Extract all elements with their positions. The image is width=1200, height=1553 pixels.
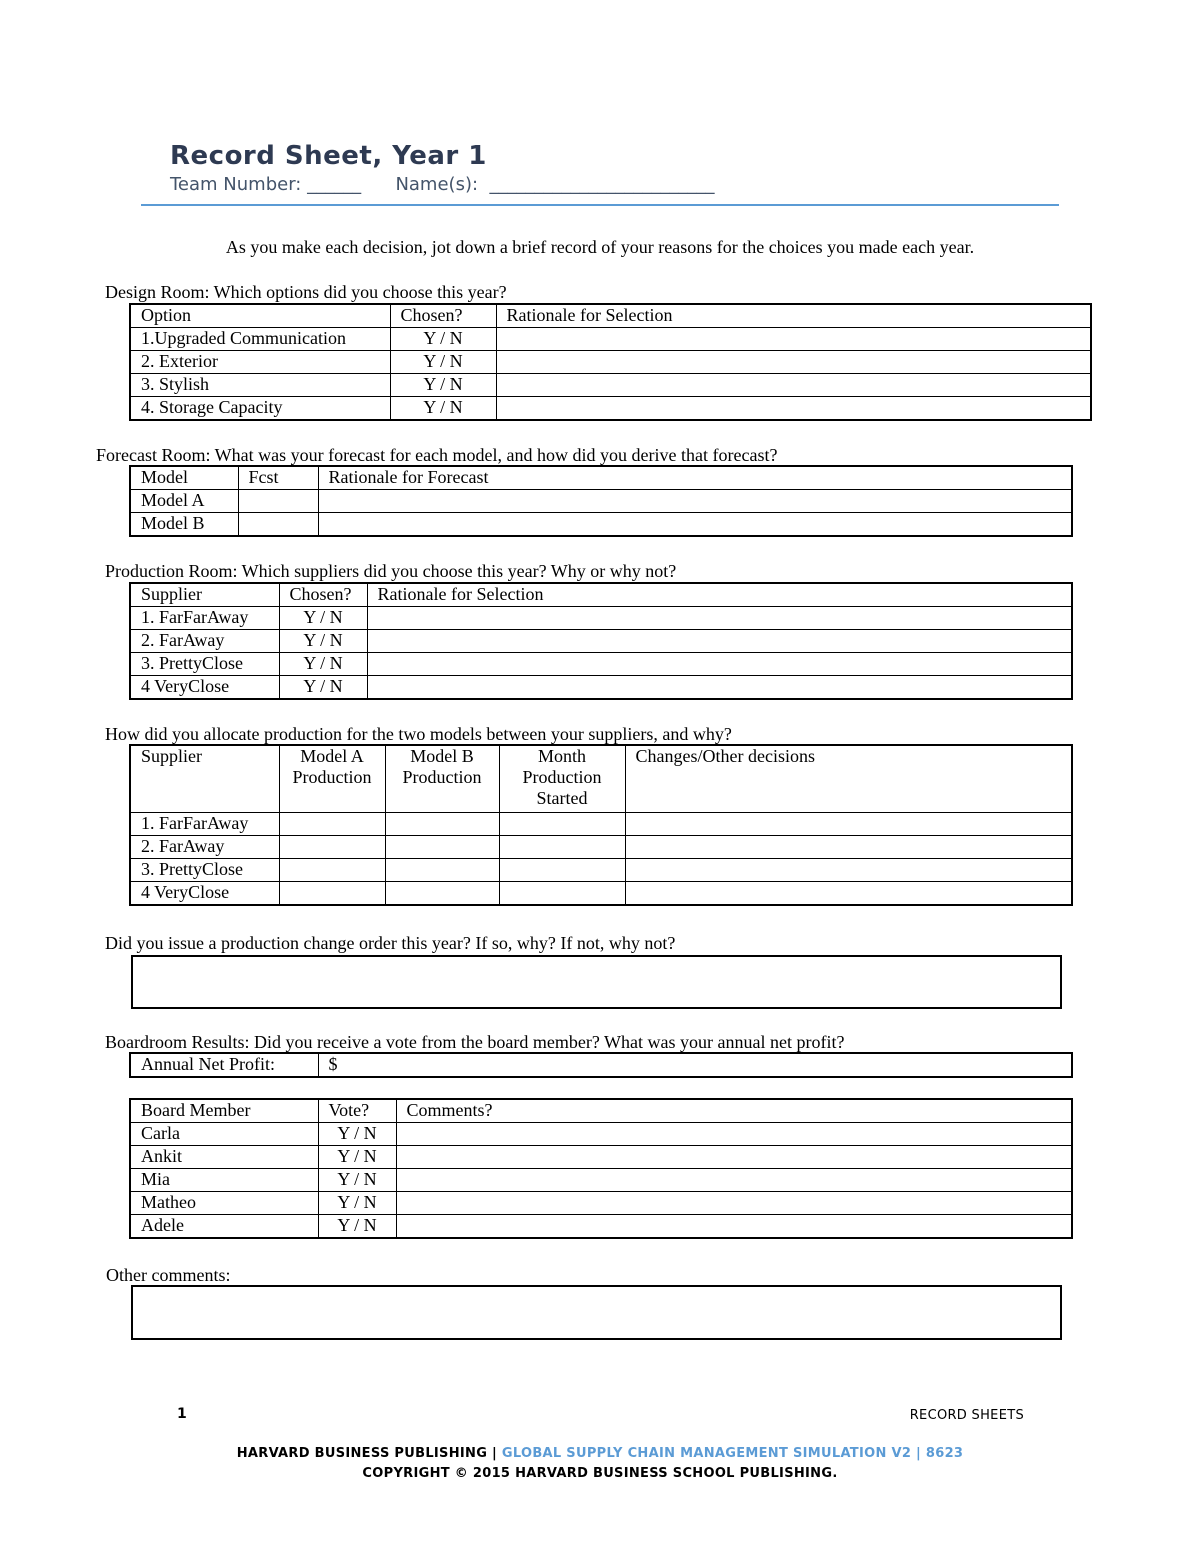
forecast-cell[interactable]	[318, 490, 1072, 513]
boardroom-cell[interactable]	[396, 1123, 1072, 1146]
allocation-header-row	[130, 745, 1072, 813]
production-row	[130, 653, 1072, 676]
design-row	[130, 374, 1091, 397]
section-label: RECORD SHEETS	[909, 1408, 1024, 1423]
design-cell[interactable]: Y / N	[390, 351, 496, 374]
allocation-header-cell: Model B Production	[385, 745, 499, 813]
design-row	[130, 351, 1091, 374]
team-number-blank[interactable]: ______	[307, 174, 362, 195]
allocation-cell: 3. PrettyClose	[130, 859, 279, 882]
production-header-cell: Chosen?	[279, 583, 367, 607]
design-cell[interactable]: Y / N	[390, 328, 496, 351]
other-comments-box[interactable]	[131, 1285, 1062, 1340]
team-number-label: Team Number:	[170, 174, 302, 195]
boardroom-cell: Matheo	[130, 1192, 318, 1215]
boardroom-cell[interactable]: Y / N	[318, 1146, 396, 1169]
forecast-row	[130, 513, 1072, 537]
allocation-row	[130, 882, 1072, 906]
allocation-cell: 4 VeryClose	[130, 882, 279, 906]
allocation-cell[interactable]	[499, 882, 625, 906]
production-question: Production Room: Which suppliers did you choose this year? Why or why not?	[105, 561, 677, 581]
production-cell[interactable]	[367, 653, 1072, 676]
design-cell[interactable]: Y / N	[390, 397, 496, 421]
boardroom-row	[130, 1192, 1072, 1215]
production-cell[interactable]: Y / N	[279, 676, 367, 700]
allocation-table	[129, 744, 1073, 906]
boardroom-row	[130, 1215, 1072, 1239]
footer-publisher-line	[0, 1446, 1200, 1461]
simulation-id: SIMULATION V2 | 8623	[788, 1446, 964, 1461]
header-rule	[141, 204, 1059, 206]
forecast-header-row	[130, 466, 1072, 490]
boardroom-cell[interactable]	[396, 1146, 1072, 1169]
boardroom-header-row	[130, 1099, 1072, 1123]
forecast-header-cell: Model	[130, 466, 238, 490]
allocation-cell[interactable]	[499, 813, 625, 836]
allocation-cell: 2. FarAway	[130, 836, 279, 859]
publisher-name: HARVARD BUSINESS PUBLISHING |	[236, 1446, 502, 1461]
allocation-row	[130, 836, 1072, 859]
boardroom-row	[130, 1123, 1072, 1146]
allocation-header-cell: Changes/Other decisions	[625, 745, 1072, 813]
design-cell[interactable]	[496, 397, 1091, 421]
page-number: 1	[177, 1406, 187, 1422]
profit-row	[130, 1053, 1072, 1077]
boardroom-row	[130, 1146, 1072, 1169]
boardroom-header-cell: Comments?	[396, 1099, 1072, 1123]
names-label: Name(s):	[395, 174, 479, 195]
boardroom-cell[interactable]	[396, 1192, 1072, 1215]
design-cell[interactable]	[496, 328, 1091, 351]
allocation-cell[interactable]	[279, 813, 385, 836]
design-row	[130, 328, 1091, 351]
design-cell[interactable]	[496, 374, 1091, 397]
team-line	[170, 174, 714, 195]
allocation-cell[interactable]	[385, 882, 499, 906]
production-cell[interactable]	[367, 630, 1072, 653]
profit-table	[129, 1052, 1073, 1078]
allocation-cell[interactable]	[385, 813, 499, 836]
design-cell: 1.Upgraded Communication	[130, 328, 390, 351]
forecast-header-cell: Rationale for Forecast	[318, 466, 1072, 490]
production-cell[interactable]: Y / N	[279, 630, 367, 653]
boardroom-row	[130, 1169, 1072, 1192]
boardroom-cell[interactable]	[396, 1215, 1072, 1239]
course-name: GLOBAL SUPPLY CHAIN MANAGEMENT	[501, 1446, 789, 1461]
production-row	[130, 630, 1072, 653]
forecast-cell[interactable]	[318, 513, 1072, 537]
allocation-header-cell: Model A Production	[279, 745, 385, 813]
design-question: Design Room: Which options did you choose this year?	[105, 282, 507, 302]
design-row	[130, 397, 1091, 421]
boardroom-question: Boardroom Results: Did you receive a vote from the board member? What was your annual net profit?	[105, 1032, 845, 1052]
allocation-cell[interactable]	[279, 882, 385, 906]
production-row	[130, 676, 1072, 700]
production-table	[129, 582, 1073, 700]
intro-text: As you make each decision, jot down a brief record of your reasons for the choices you made each year.	[225, 237, 975, 257]
production-cell[interactable]	[367, 607, 1072, 630]
change-order-answer-box[interactable]	[131, 955, 1062, 1009]
change-order-question: Did you issue a production change order this year? If so, why? If not, why not?	[105, 933, 676, 953]
boardroom-cell: Mia	[130, 1169, 318, 1192]
production-header-cell: Supplier	[130, 583, 279, 607]
production-header-row	[130, 583, 1072, 607]
production-header-cell: Rationale for Selection	[367, 583, 1072, 607]
design-cell[interactable]	[496, 351, 1091, 374]
production-cell: 1. FarFarAway	[130, 607, 279, 630]
profit-value-cell[interactable]: $	[318, 1053, 1072, 1077]
design-cell[interactable]: Y / N	[390, 374, 496, 397]
boardroom-header-cell: Vote?	[318, 1099, 396, 1123]
allocation-cell[interactable]	[499, 836, 625, 859]
production-row	[130, 607, 1072, 630]
forecast-table	[129, 465, 1073, 537]
allocation-row	[130, 859, 1072, 882]
boardroom-cell[interactable]	[396, 1169, 1072, 1192]
page-title: Record Sheet, Year 1	[170, 141, 487, 171]
allocation-cell[interactable]	[279, 859, 385, 882]
other-comments-label: Other comments:	[106, 1265, 231, 1285]
boardroom-cell: Ankit	[130, 1146, 318, 1169]
allocation-cell[interactable]	[625, 859, 1072, 882]
allocation-cell[interactable]	[385, 859, 499, 882]
production-cell[interactable]: Y / N	[279, 607, 367, 630]
production-cell: 3. PrettyClose	[130, 653, 279, 676]
allocation-cell[interactable]	[279, 836, 385, 859]
boardroom-cell: Carla	[130, 1123, 318, 1146]
allocation-cell[interactable]	[625, 882, 1072, 906]
forecast-header-cell: Fcst	[238, 466, 318, 490]
copyright-line: COPYRIGHT © 2015 HARVARD BUSINESS SCHOOL PUBLISHING.	[362, 1466, 838, 1481]
forecast-question: Forecast Room: What was your forecast for each model, and how did you derive that forecast?	[96, 445, 778, 465]
design-header-cell: Chosen?	[390, 304, 496, 328]
boardroom-cell[interactable]: Y / N	[318, 1123, 396, 1146]
production-cell: 4 VeryClose	[130, 676, 279, 700]
allocation-question: How did you allocate production for the two models between your suppliers, and why?	[105, 724, 732, 744]
design-cell: 2. Exterior	[130, 351, 390, 374]
boardroom-cell[interactable]: Y / N	[318, 1215, 396, 1239]
allocation-header-cell: Supplier	[130, 745, 279, 813]
forecast-cell: Model A	[130, 490, 238, 513]
allocation-header-cell: Month Production Started	[499, 745, 625, 813]
board-table	[129, 1098, 1073, 1239]
forecast-cell[interactable]	[238, 513, 318, 537]
allocation-cell[interactable]	[625, 813, 1072, 836]
forecast-cell: Model B	[130, 513, 238, 537]
names-blank[interactable]: _________________________	[489, 174, 715, 195]
allocation-row	[130, 813, 1072, 836]
allocation-cell[interactable]	[625, 836, 1072, 859]
boardroom-cell[interactable]: Y / N	[318, 1192, 396, 1215]
design-table	[129, 303, 1092, 421]
allocation-cell[interactable]	[385, 836, 499, 859]
design-header-row	[130, 304, 1091, 328]
allocation-cell: 1. FarFarAway	[130, 813, 279, 836]
production-cell[interactable]	[367, 676, 1072, 700]
design-cell: 3. Stylish	[130, 374, 390, 397]
design-cell: 4. Storage Capacity	[130, 397, 390, 421]
profit-label: Annual Net Profit:	[130, 1053, 318, 1077]
production-cell[interactable]: Y / N	[279, 653, 367, 676]
design-header-cell: Rationale for Selection	[496, 304, 1091, 328]
boardroom-cell[interactable]: Y / N	[318, 1169, 396, 1192]
forecast-cell[interactable]	[238, 490, 318, 513]
forecast-row	[130, 490, 1072, 513]
boardroom-cell: Adele	[130, 1215, 318, 1239]
design-header-cell: Option	[130, 304, 390, 328]
allocation-cell[interactable]	[499, 859, 625, 882]
production-cell: 2. FarAway	[130, 630, 279, 653]
boardroom-header-cell: Board Member	[130, 1099, 318, 1123]
